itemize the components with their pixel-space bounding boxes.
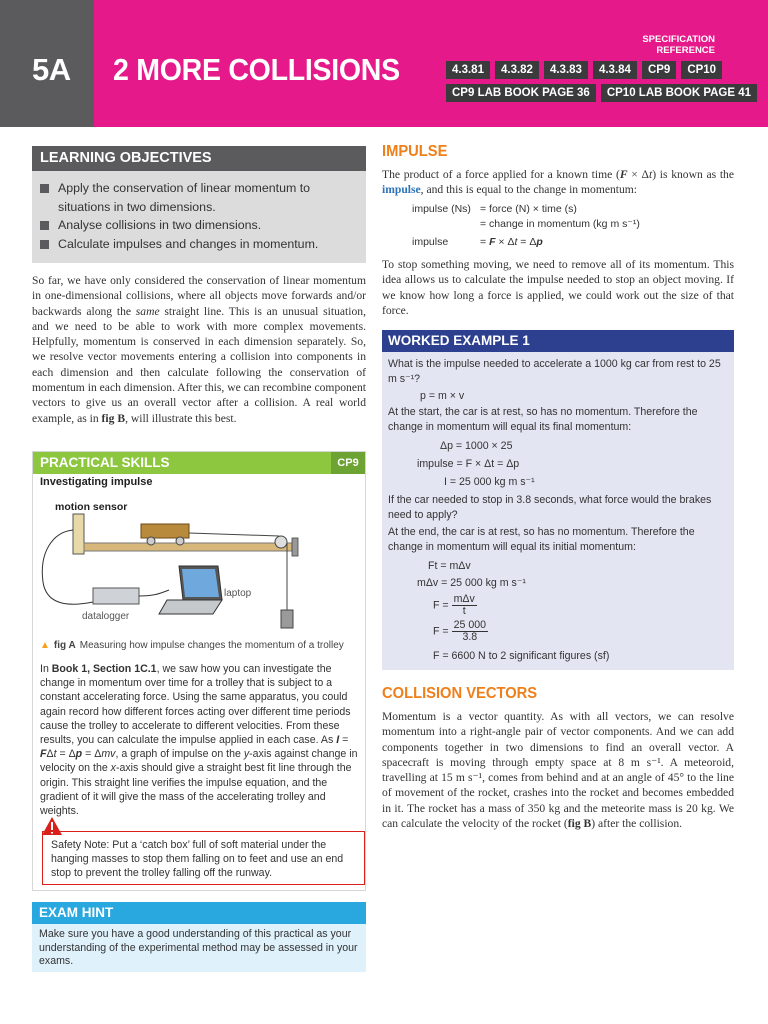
list-item: Apply the conservation of linear momentum to situations in two dimensions. bbox=[40, 179, 358, 216]
runway bbox=[84, 543, 292, 551]
motion-sensor-icon bbox=[73, 514, 84, 554]
list-item: Calculate impulses and changes in momentum. bbox=[40, 235, 358, 254]
safety-note: Safety Note: Put a ‘catch box’ full of soft material under the hanging masses to stop them falling on to feet and use an end stop to prevent the trolley falling off the runway. bbox=[42, 831, 365, 885]
fig-b-reference: fig B bbox=[567, 817, 592, 831]
equation-F-fraction-2: F = $\frac{25 000}{3.8}$ bbox=[433, 619, 487, 643]
figure-label: fig A bbox=[53, 640, 76, 651]
spec-tags-row-2 bbox=[446, 84, 757, 102]
intro-paragraph: So far, we have only considered the conservation of linear momentum in one-dimensional collisions, where all objects move forwards and/or backwards along the same straight line. This is an unusual situation, and we need to be able to work with more complex movements. Helpfully, momentum is conserved in each dimension separately. So, we resolve vector movements entering a collision into components in each dimension and then calculate following the conservation of momentum in each dimension. After this, we can recombine component vectors to give us an overall vector after a collision. A real world example, as in fig B, will illustrate this best. bbox=[32, 274, 366, 425]
worked-example-heading: WORKED EXAMPLE 1 bbox=[382, 330, 734, 352]
list-item: Analyse collisions in two dimensions. bbox=[40, 216, 358, 235]
datalogger-icon bbox=[93, 588, 139, 604]
page-header bbox=[0, 0, 768, 127]
datalogger-label: datalogger bbox=[82, 611, 130, 622]
spec-tags-row-1 bbox=[446, 61, 722, 79]
hanging-mass-icon bbox=[281, 610, 293, 628]
collision-vectors-paragraph: Momentum is a vector quantity. As with all vectors, we can resolve momentum into a right-angle pair of vector components. And we can add components together in two dimensions to find an overall vector. A spacecraft is moving through empty space at 8 m s⁻¹. A meteoroid, travelling at 15 m s⁻¹, comes from behind and at an angle of 45° to the line of movement of the rocket, crashes into the rocket and becomes embedded in it. The rocket has a mass of 350 kg and the meteorite mass is 20 kg. We can calculate the velocity of the rocket (fig B) after the collision. bbox=[382, 710, 734, 831]
page-title: 2 MORE COLLISIONS bbox=[113, 52, 400, 87]
pulley-icon bbox=[275, 536, 287, 548]
practical-skills-tag: CP9 bbox=[331, 452, 365, 474]
equation-F-result: F = 6600 N to 2 significant figures (sf) bbox=[433, 650, 610, 662]
exam-hint-text: Make sure you have a good understanding of this practical as your understanding of the experimental method may be assessed in your exams. bbox=[39, 928, 358, 968]
figure-caption: ▲ fig A Measuring how impulse changes the momentum of a trolley bbox=[40, 640, 344, 651]
impulse-intro-paragraph: The product of a force applied for a known time (F × Δt) is known as the impulse, and this is equal to the change in momentum: bbox=[382, 168, 734, 197]
learning-objectives-list bbox=[32, 171, 366, 253]
spec-tag: 4.3.84 bbox=[593, 61, 637, 79]
collision-vectors-heading: COLLISION VECTORS bbox=[382, 685, 538, 702]
practical-body-text: In Book 1, Section 1C.1, we saw how you can investigate the change in momentum over time for a trolley that is subject to a constant accelerating force. Using the same apparatus, you could again record how different forces acting over different time periods cause the trolley to accelerate to different velocities. From these results, you can calculate the impulse applied in each case. As I = FΔt = Δp = Δmv, a graph of impulse on the y-axis against change in velocity on the x-axis should give a straight best fit line through the origin. This straight line verifies the impulse equation, and the gradient of it will give the mass of the accelerating trolley and weights. bbox=[40, 663, 358, 818]
impulse-heading: IMPULSE bbox=[382, 143, 448, 160]
equation-I-value: I = 25 000 kg m s⁻¹ bbox=[444, 476, 535, 488]
bullet-square-icon bbox=[40, 184, 49, 193]
trolley-icon bbox=[141, 524, 189, 538]
trolley-apparatus-diagram bbox=[33, 492, 367, 642]
worked-example-box bbox=[382, 330, 734, 670]
section-number: 5A bbox=[32, 52, 71, 87]
equation-Ft: Ft = mΔv bbox=[428, 560, 471, 572]
practical-skills-box bbox=[32, 451, 366, 891]
fig-b-reference: fig B bbox=[101, 411, 126, 425]
learning-objectives-box bbox=[32, 146, 366, 263]
equation-m-delta-v: mΔv = 25 000 kg m s⁻¹ bbox=[417, 577, 526, 589]
practical-skills-heading: PRACTICAL SKILLS CP9 bbox=[33, 452, 365, 474]
spec-tag: 4.3.81 bbox=[446, 61, 490, 79]
worked-example-text-1: At the start, the car is at rest, so has no momentum. Therefore the change in momentum will equal its final momentum: bbox=[388, 406, 698, 433]
equation-F-fraction-1: F = $\frac{\text{mΔv}}{t}$ bbox=[433, 593, 475, 617]
impulse-keyword: impulse bbox=[382, 183, 421, 197]
lab-book-tag: CP9 LAB BOOK PAGE 36 bbox=[446, 84, 596, 102]
bullet-square-icon bbox=[40, 240, 49, 249]
learning-objectives-heading: LEARNING OBJECTIVES bbox=[32, 146, 366, 171]
lab-book-tag: CP10 LAB BOOK PAGE 41 bbox=[601, 84, 757, 102]
spec-tag: 4.3.82 bbox=[495, 61, 539, 79]
motion-sensor-label: motion sensor bbox=[55, 501, 128, 513]
exam-hint-box bbox=[32, 902, 366, 972]
equation-impulse: impulse = F × Δt = Δp bbox=[417, 458, 520, 470]
spec-tag: CP9 bbox=[642, 61, 676, 79]
spec-tag: CP10 bbox=[681, 61, 722, 79]
triangle-icon: ▲ bbox=[40, 640, 50, 651]
laptop-label: laptop bbox=[224, 588, 252, 599]
worked-example-question-2: If the car needed to stop in 3.8 seconds, what force would the brakes need to apply? bbox=[388, 494, 712, 521]
worked-example-question-1: What is the impulse needed to accelerate a 1000 kg car from rest to 25 m s⁻¹? bbox=[388, 358, 721, 385]
section-number-block bbox=[0, 0, 94, 127]
equation-delta-p: Δp = 1000 × 25 bbox=[440, 440, 513, 452]
impulse-stopping-paragraph: To stop something moving, we need to remove all of its momentum. This idea allows us to calculate the impulse needed to stop an object moving. If we know how long a force is applied, we could work out the size of that force. bbox=[382, 258, 734, 317]
equation-p-mv: p = m × v bbox=[420, 390, 465, 402]
impulse-equations: impulse (Ns) = force (N) × time (s) = change in momentum (kg m s⁻¹) impulse = F × Δt = Δp bbox=[412, 203, 640, 248]
exam-hint-heading: EXAM HINT bbox=[32, 902, 366, 924]
practical-subheading: Investigating impulse bbox=[40, 476, 153, 488]
specification-reference-label: SPECIFICATION REFERENCE bbox=[642, 34, 715, 56]
worked-example-text-2: At the end, the car is at rest, so has no momentum. Therefore the change in momentum will equal its initial momentum: bbox=[388, 526, 695, 553]
spec-tag: 4.3.83 bbox=[544, 61, 588, 79]
bullet-square-icon bbox=[40, 221, 49, 230]
